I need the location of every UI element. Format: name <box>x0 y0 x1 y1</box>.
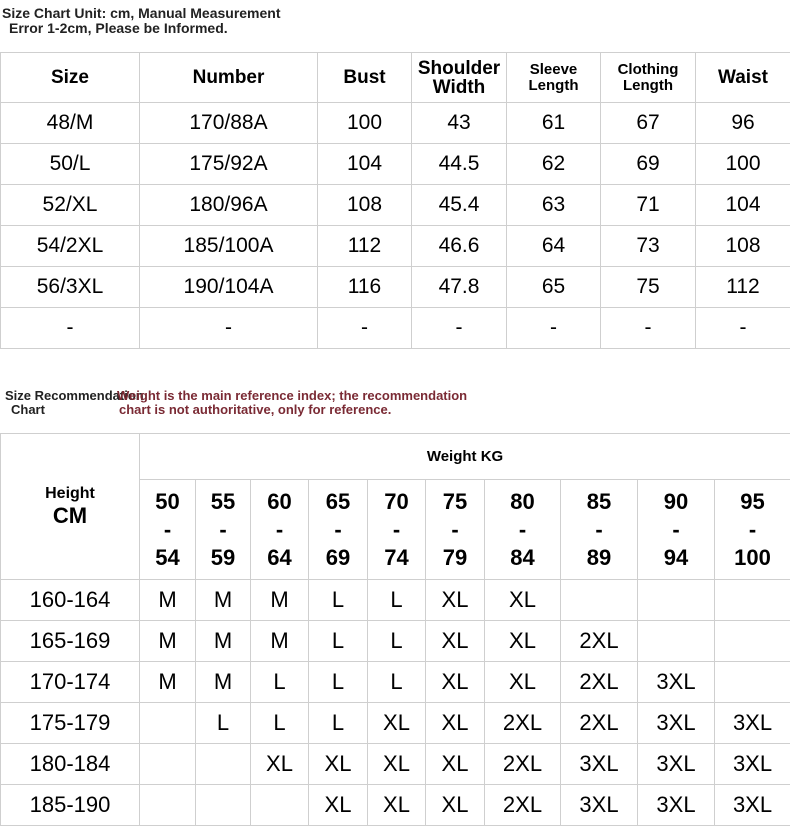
size-chart-cell: 185/100A <box>140 226 318 267</box>
recommended-size-cell: XL <box>485 621 561 662</box>
weight-range-from: 70 <box>384 488 409 514</box>
weight-range-from: 55 <box>210 488 236 514</box>
recommended-size-cell: 3XL <box>715 785 790 826</box>
recommended-size-cell: XL <box>251 744 309 785</box>
size-chart-cell: 44.5 <box>412 144 507 185</box>
weight-header: Weight KG <box>140 434 790 480</box>
weight-range-to: 74 <box>384 544 409 570</box>
recommended-size-cell: XL <box>426 744 485 785</box>
weight-range-header <box>561 480 638 580</box>
header-line: Length <box>623 76 673 94</box>
recommended-size-cell <box>196 744 251 785</box>
size-chart-cell: 56/3XL <box>1 267 140 308</box>
height-header <box>1 434 140 580</box>
size-chart-cell: 170/88A <box>140 103 318 144</box>
recommended-size-cell: XL <box>368 703 426 744</box>
size-chart-cell: 52/XL <box>1 185 140 226</box>
weight-range-header <box>426 480 485 580</box>
recommendation-title-line2: Chart <box>11 402 45 417</box>
recommended-size-cell: XL <box>485 662 561 703</box>
weight-range-header <box>715 480 790 580</box>
weight-range-sep: - <box>392 516 401 542</box>
weight-range-from: 90 <box>663 488 689 514</box>
recommended-size-cell: 2XL <box>561 662 638 703</box>
recommended-size-cell: M <box>196 662 251 703</box>
recommended-size-cell: L <box>251 662 309 703</box>
recommended-size-cell: M <box>196 580 251 621</box>
header-line: Sleeve <box>529 60 578 78</box>
height-range-cell: 185-190 <box>1 785 140 826</box>
size-chart-cell: 190/104A <box>140 267 318 308</box>
size-chart-cell: 75 <box>601 267 696 308</box>
size-chart-note <box>2 6 281 36</box>
recommended-size-cell: M <box>140 662 196 703</box>
recommended-size-cell <box>715 621 790 662</box>
recommended-size-cell <box>196 785 251 826</box>
recommended-size-cell <box>638 580 715 621</box>
recommended-size-cell: 3XL <box>561 785 638 826</box>
weight-range-from: 65 <box>325 488 351 514</box>
header-line: Length <box>528 76 579 94</box>
recommended-size-cell: 2XL <box>485 785 561 826</box>
size-chart-cell: 100 <box>318 103 412 144</box>
weight-range-from: 60 <box>267 488 292 514</box>
weight-range-to: 64 <box>267 544 292 570</box>
size-chart-cell: 175/92A <box>140 144 318 185</box>
weight-range-from: 80 <box>510 488 535 514</box>
height-label: Height <box>45 484 95 502</box>
recommended-size-cell: 2XL <box>485 703 561 744</box>
size-chart-cell: - <box>412 308 507 349</box>
recommended-size-cell <box>715 662 790 703</box>
height-range-cell: 180-184 <box>1 744 140 785</box>
size-chart-cell: 100 <box>696 144 790 185</box>
recommended-size-cell <box>140 703 196 744</box>
recommended-size-cell: XL <box>426 785 485 826</box>
weight-range-header <box>309 480 368 580</box>
recommended-size-cell: L <box>368 580 426 621</box>
size-chart-cell: 108 <box>696 226 790 267</box>
size-chart-cell: - <box>601 308 696 349</box>
recommended-size-cell: XL <box>309 744 368 785</box>
recommended-size-cell: L <box>309 662 368 703</box>
size-recommendation-table <box>0 433 790 826</box>
size-chart-cell: - <box>696 308 790 349</box>
recommended-size-cell: XL <box>309 785 368 826</box>
size-chart-header-cell <box>601 53 696 103</box>
size-chart-note-line1: Size Chart Unit: cm, Manual Measurement <box>2 5 281 21</box>
recommended-size-cell: XL <box>426 621 485 662</box>
size-chart-cell: 180/96A <box>140 185 318 226</box>
weight-range-header <box>638 480 715 580</box>
recommended-size-cell: 3XL <box>638 662 715 703</box>
recommended-size-cell: M <box>140 621 196 662</box>
height-range-cell: 170-174 <box>1 662 140 703</box>
weight-range-header <box>140 480 196 580</box>
weight-range-from: 85 <box>586 488 612 514</box>
weight-range-header <box>251 480 309 580</box>
recommended-size-cell: L <box>309 703 368 744</box>
size-chart-cell: 45.4 <box>412 185 507 226</box>
header-line: Shoulder <box>417 57 501 79</box>
weight-range-sep: - <box>275 516 284 542</box>
recommended-size-cell: 3XL <box>561 744 638 785</box>
recommended-size-cell: M <box>251 621 309 662</box>
size-chart-header-cell: Number <box>140 53 318 103</box>
header-line: Clothing <box>617 60 679 78</box>
recommended-size-cell: 2XL <box>561 703 638 744</box>
size-chart-cell: 54/2XL <box>1 226 140 267</box>
recommended-size-cell: 3XL <box>638 785 715 826</box>
weight-range-header <box>196 480 251 580</box>
recommendation-note <box>117 389 467 417</box>
weight-range-from: 75 <box>442 488 468 514</box>
recommendation-row <box>1 703 790 744</box>
height-range-cell: 160-164 <box>1 580 140 621</box>
size-chart-cell: 46.6 <box>412 226 507 267</box>
recommended-size-cell: M <box>251 580 309 621</box>
recommended-size-cell: 3XL <box>638 703 715 744</box>
size-chart-row <box>1 267 790 308</box>
height-range-cell: 175-179 <box>1 703 140 744</box>
weight-range-from: 95 <box>740 488 765 514</box>
size-chart-cell: 104 <box>696 185 790 226</box>
recommended-size-cell <box>638 621 715 662</box>
size-chart-cell: - <box>1 308 140 349</box>
recommended-size-cell <box>251 785 309 826</box>
size-chart-cell: 112 <box>318 226 412 267</box>
header-line: Width <box>432 76 486 98</box>
weight-range-sep: - <box>334 516 342 542</box>
height-unit: CM <box>52 502 88 528</box>
size-chart-header-cell: Bust <box>318 53 412 103</box>
size-chart-cell: 71 <box>601 185 696 226</box>
weight-range-header <box>485 480 561 580</box>
recommended-size-cell: XL <box>368 785 426 826</box>
size-chart-header-row <box>1 53 790 103</box>
recommended-size-cell <box>715 580 790 621</box>
recommended-size-cell <box>561 580 638 621</box>
recommendation-note-line1: Weight is the main reference index; the recommendation <box>117 388 468 403</box>
weight-range-sep: - <box>672 516 680 542</box>
size-chart-header-cell: Size <box>1 53 140 103</box>
weight-range-to: 69 <box>325 544 351 570</box>
size-chart-cell: 50/L <box>1 144 140 185</box>
recommended-size-cell: L <box>251 703 309 744</box>
recommended-size-cell: XL <box>485 580 561 621</box>
size-chart-header-cell <box>507 53 601 103</box>
size-chart-cell: 63 <box>507 185 601 226</box>
weight-range-to: 100 <box>734 544 771 570</box>
size-chart-cell: 47.8 <box>412 267 507 308</box>
recommended-size-cell: M <box>140 580 196 621</box>
recommended-size-cell: XL <box>426 662 485 703</box>
size-chart-cell: 67 <box>601 103 696 144</box>
recommended-size-cell: 2XL <box>561 621 638 662</box>
size-chart-cell: 116 <box>318 267 412 308</box>
weight-range-sep: - <box>219 516 227 542</box>
recommended-size-cell: L <box>196 703 251 744</box>
size-chart-row <box>1 226 790 267</box>
size-chart-cell: - <box>318 308 412 349</box>
size-chart-row <box>1 185 790 226</box>
size-chart-cell: 104 <box>318 144 412 185</box>
weight-range-sep: - <box>163 516 172 542</box>
recommended-size-cell: L <box>368 662 426 703</box>
recommended-size-cell: M <box>196 621 251 662</box>
size-chart-row <box>1 144 790 185</box>
recommended-size-cell: 2XL <box>485 744 561 785</box>
recommendation-title-line1: Size Recommendation <box>5 388 144 403</box>
recommended-size-cell <box>140 744 196 785</box>
size-chart-table <box>0 52 790 349</box>
size-chart-row <box>1 308 790 349</box>
recommended-size-cell: XL <box>426 580 485 621</box>
weight-range-from: 50 <box>155 488 180 514</box>
size-chart-note-line2: Error 1-2cm, Please be Informed. <box>9 20 228 36</box>
weight-range-sep: - <box>748 516 757 542</box>
size-chart-cell: 65 <box>507 267 601 308</box>
size-chart-cell: 96 <box>696 103 790 144</box>
weight-range-to: 79 <box>442 544 468 570</box>
weight-range-sep: - <box>451 516 459 542</box>
size-chart-row <box>1 103 790 144</box>
recommended-size-cell: L <box>368 621 426 662</box>
recommendation-row <box>1 580 790 621</box>
size-chart-cell: 62 <box>507 144 601 185</box>
recommended-size-cell: 3XL <box>715 744 790 785</box>
size-chart-cell: 69 <box>601 144 696 185</box>
recommended-size-cell: XL <box>368 744 426 785</box>
recommended-size-cell: L <box>309 621 368 662</box>
weight-range-sep: - <box>518 516 527 542</box>
recommended-size-cell: 3XL <box>715 703 790 744</box>
recommendation-row <box>1 744 790 785</box>
recommended-size-cell: XL <box>426 703 485 744</box>
recommended-size-cell <box>140 785 196 826</box>
size-chart-cell: 108 <box>318 185 412 226</box>
weight-range-to: 59 <box>210 544 236 570</box>
size-chart-cell: 43 <box>412 103 507 144</box>
size-chart-cell: - <box>140 308 318 349</box>
weight-range-to: 89 <box>586 544 612 570</box>
size-chart-cell: 73 <box>601 226 696 267</box>
recommended-size-cell: 3XL <box>638 744 715 785</box>
size-chart-header-cell: Waist <box>696 53 790 103</box>
recommendation-row <box>1 621 790 662</box>
weight-range-header <box>368 480 426 580</box>
recommendation-row <box>1 785 790 826</box>
weight-range-to: 54 <box>155 544 180 570</box>
size-chart-cell: 61 <box>507 103 601 144</box>
size-chart-cell: 48/M <box>1 103 140 144</box>
size-chart-cell: 112 <box>696 267 790 308</box>
size-chart-cell: - <box>507 308 601 349</box>
recommendation-row <box>1 662 790 703</box>
weight-range-to: 94 <box>663 544 689 570</box>
size-chart-cell: 64 <box>507 226 601 267</box>
height-range-cell: 165-169 <box>1 621 140 662</box>
recommendation-note-line2: chart is not authoritative, only for reference. <box>119 402 392 417</box>
weight-range-sep: - <box>595 516 603 542</box>
weight-range-to: 84 <box>510 544 535 570</box>
recommended-size-cell: L <box>309 580 368 621</box>
size-chart-header-cell <box>412 53 507 103</box>
